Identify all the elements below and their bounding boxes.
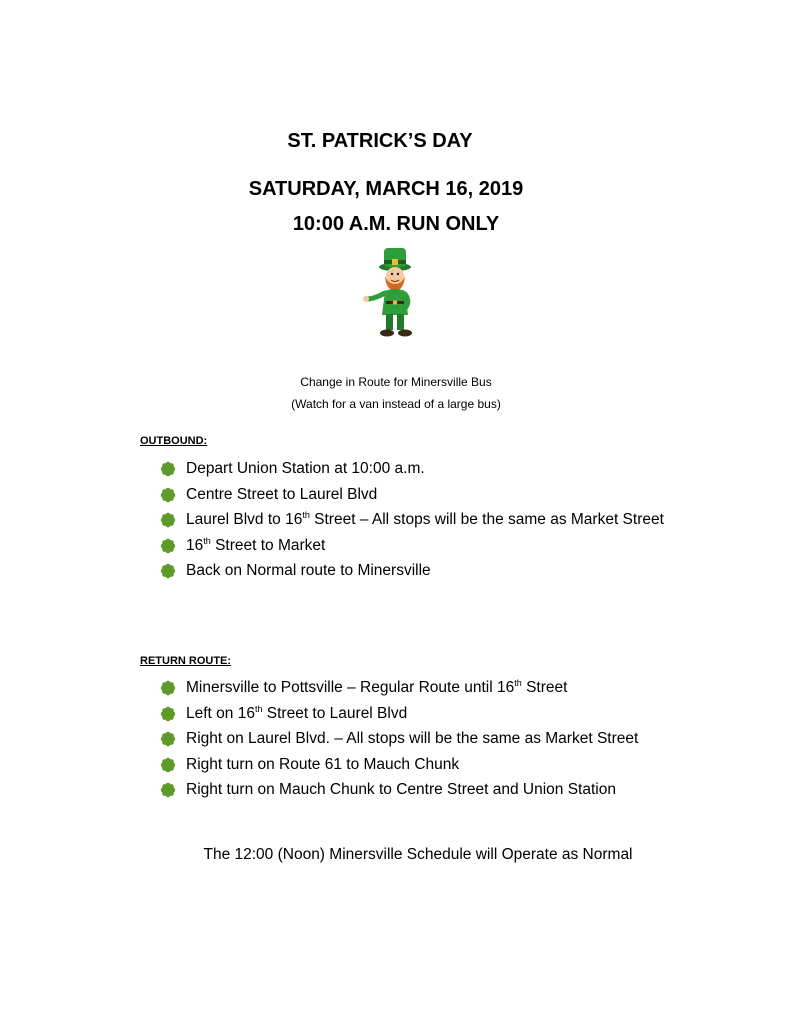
leprechaun-icon [362,245,424,341]
outbound-list [160,456,680,584]
ordinal-suffix: th [254,703,263,714]
return-route-item-text [186,705,407,722]
shamrock-bullet-icon [160,757,176,773]
outbound-item-text [186,511,664,528]
shamrock-bullet-icon [160,538,176,554]
outbound-item [160,533,680,559]
outbound-item-text [186,460,425,477]
return-route-item-text [186,781,616,798]
run-time: 10:00 A.M. RUN ONLY [292,213,500,235]
route-change-notice: Change in Route for Minersville Bus [300,375,492,389]
item-text-segment: Back on Normal route to Minersville [186,562,431,579]
return-route-item [160,726,680,752]
event-date: SATURDAY, MARCH 16, 2019 [248,178,524,200]
item-text-segment: Depart Union Station at 10:00 a.m. [186,460,425,477]
item-text-segment: Left on 16 [186,704,255,722]
item-text-segment: Right on Laurel Blvd. – All stops will be the same as Market Street [186,730,639,747]
item-text-segment: Minersville to Pottsville – Regular Route until 16 [186,679,515,696]
outbound-item [160,507,680,533]
item-text-segment: Right turn on Route 61 to Mauch Chunk [186,755,460,773]
return-route-item-text [186,756,459,773]
ordinal-suffix: th [302,510,310,520]
noon-schedule-note: The 12:00 (Noon) Minersville Schedule will Operate as Normal [203,846,633,863]
shamrock-bullet-icon [160,680,176,696]
shamrock-bullet-icon [160,461,176,477]
shamrock-bullet-icon [160,563,176,579]
return-route-item-text [186,679,567,696]
return-route-item [160,777,680,803]
return-route-item [160,701,680,727]
ordinal-suffix: th [514,678,522,688]
shamrock-bullet-icon [160,487,176,503]
item-text-segment: Laurel Blvd to 16 [186,511,303,528]
item-text-segment: Street – All stops will be the same as Market Street [309,511,664,528]
shamrock-bullet-icon [160,512,176,528]
item-text-segment: 16 [186,536,204,554]
outbound-item-text [186,562,431,579]
return-route-item [160,752,680,778]
return-route-list [160,675,680,803]
outbound-item [160,456,680,482]
event-title: ST. PATRICK’S DAY [287,130,473,152]
item-text-segment: Street [521,679,568,696]
outbound-item-text [186,486,377,503]
shamrock-bullet-icon [160,731,176,747]
item-text-segment: Street to Laurel Blvd [262,704,408,722]
item-text-segment: Centre Street to Laurel Blvd [186,485,378,503]
shamrock-bullet-icon [160,706,176,722]
outbound-item [160,482,680,508]
return-route-heading: RETURN ROUTE: [140,655,232,667]
outbound-heading: OUTBOUND: [140,435,208,447]
shamrock-bullet-icon [160,782,176,798]
return-route-item [160,675,680,701]
item-text-segment: Street to Market [210,536,326,554]
ordinal-suffix: th [203,535,211,546]
outbound-item [160,558,680,584]
item-text-segment: Right turn on Mauch Chunk to Centre Street and Union Station [186,781,616,798]
return-route-item-text [186,730,638,747]
van-notice: (Watch for a van instead of a large bus) [291,397,501,411]
outbound-item-text [186,537,325,554]
